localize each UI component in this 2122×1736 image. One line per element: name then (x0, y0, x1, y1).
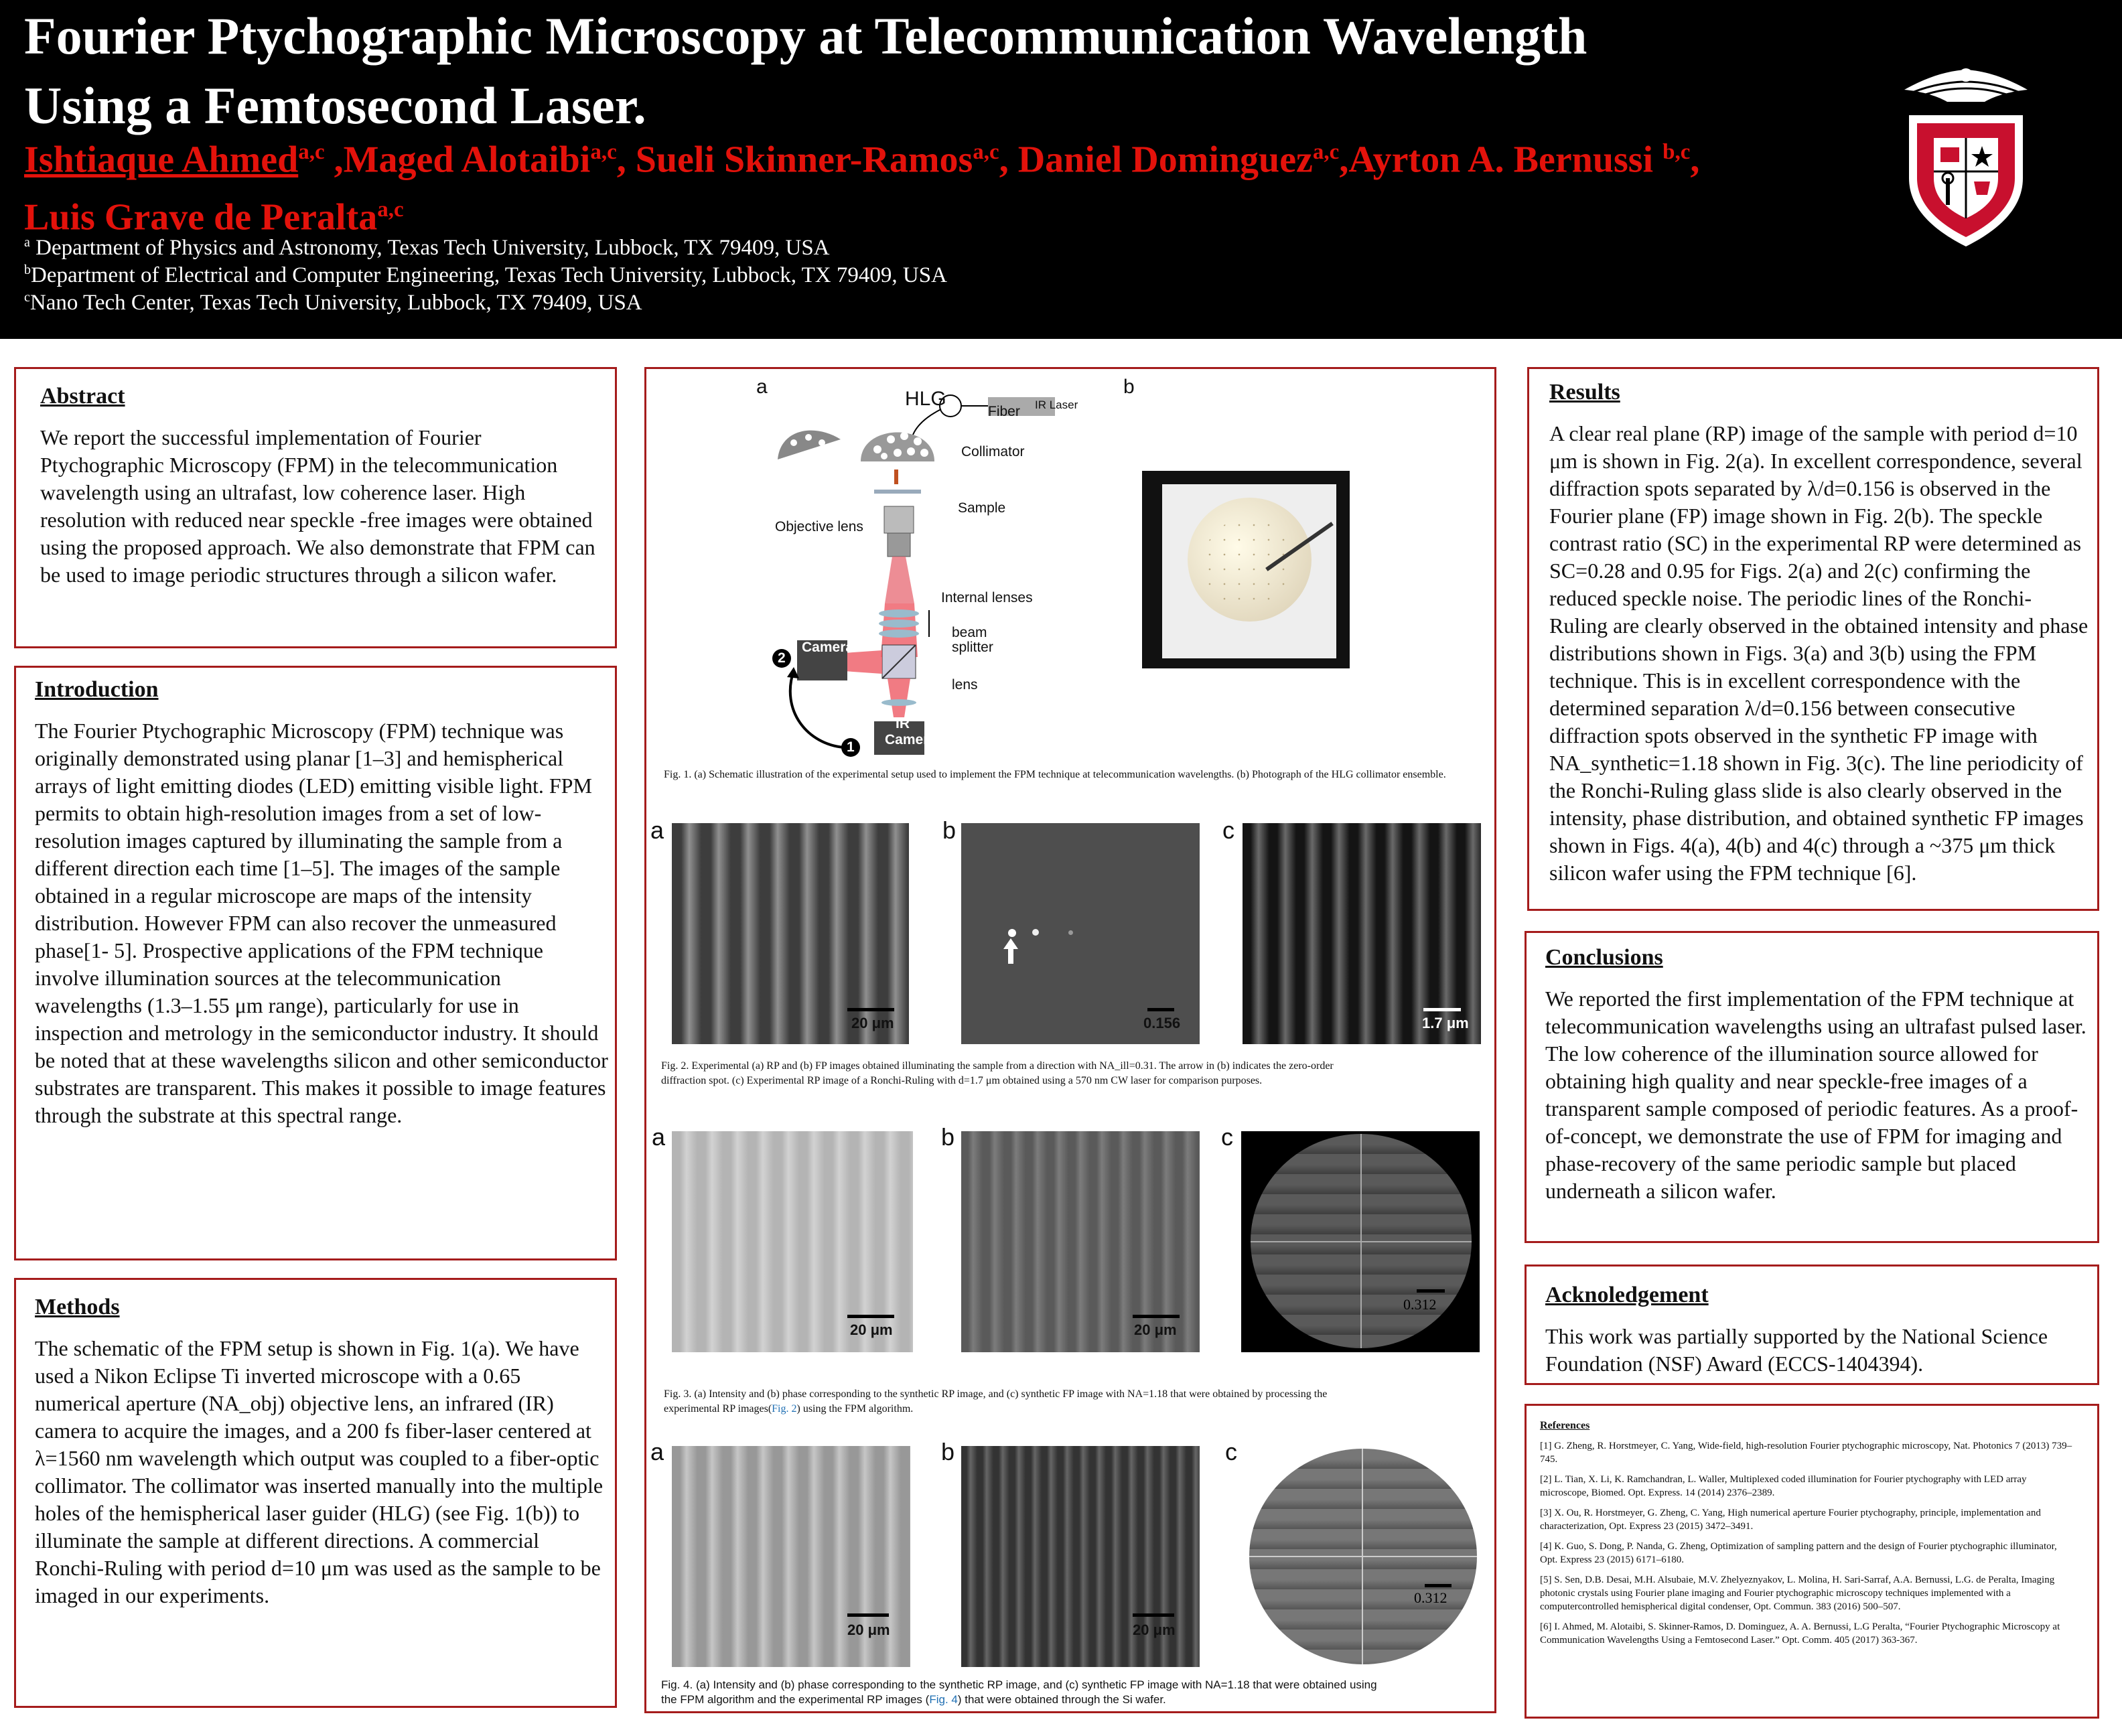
acknowledgement-section (1525, 1264, 2099, 1385)
author-sup: a,c (377, 197, 404, 222)
introduction-section (14, 666, 617, 1260)
fig1-label-camera: Camera (885, 732, 937, 747)
fig1-label-splitter: splitter (952, 640, 993, 655)
panel-label: c (1225, 1438, 1237, 1465)
reference-item: [1] G. Zheng, R. Horstmeyer, C. Yang, Wide-field, high-resolution Fourier ptychographic microscopy, Nat. Photonics 7 (2013) 739–745. (1540, 1441, 2072, 1465)
section-heading: Conclusions (1545, 945, 1663, 970)
fig3-caption: Fig. 3. (a) Intensity and (b) phase corresponding to the synthetic RP image, and (c) synthetic FP image with NA=1.18 that were obtained by processing the experimental RP images(Fig. 2) using the FPM algorithm. (664, 1388, 1328, 1415)
fig-link[interactable]: Fig. 4 (929, 1693, 958, 1706)
panel-label: c (1221, 1123, 1233, 1151)
affiliation: $^a$ Department of Physics and Astronomy, Texas Tech University, Lubbock, TX 79409, USA (24, 235, 830, 260)
fig1-label-ir: IR (812, 624, 827, 639)
abstract-text: We report the successful implementation of Fourier Ptychographic Microscopy (FPM) in the telecommunication wavelength using an ultrafast, low coherence laser. High resolution with reduced near speckle -free images were obtained using the proposed approach. We also demonstrate that FPM can be used to image periodic structures through a silicon wafer. (40, 425, 595, 587)
author-sup: b,c (1663, 140, 1691, 164)
author-name: ,Maged Alotaibi (324, 139, 591, 181)
fig-link[interactable]: Fig. 2 (772, 1403, 797, 1415)
affiliation: $^c$Nano Tech Center, Texas Tech University, Lubbock, TX 79409, USA (24, 290, 642, 315)
methods-section (14, 1278, 617, 1708)
fig2b-fp-image: 0.156 (961, 823, 1200, 1044)
fig4a-intensity-image: 20 μm (672, 1446, 910, 1667)
panel-label: b (1123, 376, 1135, 398)
results-section (1527, 367, 2099, 911)
panel-label: a (756, 376, 768, 398)
author-sup: a,c (298, 140, 325, 164)
fig1-schematic (767, 382, 1115, 757)
author-sup: a,c (973, 140, 999, 164)
affiliation: $^b$Department of Electrical and Computer Engineering, Texas Tech University, Lubbock, TX 79409, USA (24, 263, 947, 287)
author-list (24, 127, 1739, 242)
fig1-label-fiber: Fiber (988, 404, 1020, 419)
section-heading: Acknoledgement (1545, 1283, 1709, 1307)
abstract-section (14, 367, 617, 648)
fig1-label-beam: beam (952, 625, 987, 640)
author-sup: a,c (590, 140, 617, 164)
panel-label: a (652, 1123, 666, 1151)
poster-title: Fourier Ptychographic Microscopy at Telecommunication Wavelength Using a Femtosecond Laser. (24, 7, 1587, 135)
fig2a-rp-image: 20 μm (672, 823, 909, 1044)
figures-panel (644, 367, 1496, 1713)
section-heading: Abstract (40, 384, 125, 409)
author-name: , Sueli Skinner-Ramos (616, 139, 973, 181)
reference-item: [3] X. Ou, R. Horstmeyer, G. Zheng, C. Yang, High numerical aperture Fourier ptychography, principle, implementation and characterization, Opt. Express 23 (2015) 3472–3491. (1540, 1508, 2041, 1532)
fig1-caption: Fig. 1. (a) Schematic illustration of the experimental setup used to implement the FPM technique at telecommunication wavelengths. (b) Photograph of the HLG collimator ensemble. (664, 769, 1446, 780)
fig3b-phase-image: 20 μm (961, 1131, 1200, 1352)
fig4-caption: Fig. 4. (a) Intensity and (b) phase corresponding to the synthetic RP image, and (c) synthetic FP image with NA=1.18 that were obtained using the FPM algorithm and the experimental RP images (Fig. 4) that were obtained through the Si wafer. (661, 1678, 1377, 1706)
reference-item: [5] S. Sen, D.B. Desai, M.H. Alsubaie, M.V. Zhelyeznyakov, L. Molina, H. Sari-Sarraf, A.A. Bernussi, L.G. de Peralta, Imaging photonic crystals using Fourier plane imaging and Fourier ptychographic microscopy techniques implemented with a computercontrolled hemispherical digital condenser, Opt. Commun. 383 (2016) 500–507. (1540, 1575, 2055, 1612)
author-sup: a,c (1312, 140, 1340, 164)
panel-label: c (1222, 816, 1234, 844)
fig1-hlg-photo (1142, 471, 1350, 668)
section-heading: Introduction (35, 677, 159, 702)
fig1-label-internal-lenses: Internal lenses (941, 590, 1033, 605)
conclusions-section (1525, 931, 2099, 1243)
fig1-label-lens: lens (952, 677, 978, 693)
fig2-caption: Fig. 2. Experimental (a) RP and (b) FP images obtained illuminating the sample from a direction with NA_ill=0.31. The arrow in (b) indicates the zero-order diffraction spot. (c) Experimental RP image of a Ronchi-Ruling with d=1.7 μm obtained using a 570 nm CW laser for comparison purposes. (661, 1060, 1334, 1086)
panel-label: b (941, 1123, 955, 1151)
author-name: ,Ayrton A. Bernussi (1339, 139, 1663, 181)
panel-label: b (941, 1438, 955, 1465)
section-heading: References (1540, 1420, 1590, 1431)
conclusions-text: We reported the first implementation of the FPM technique at telecommunication wavelengths using an ultrafast pulsed laser. The low coherence of the illumination source allowed for obtaining high quality and near speckle-free images of a transparent sample composed of periodic features. As a proof-of-concept, we demonstrate the use of FPM for imaging and phase-recovery of the same periodic sample but placed underneath a silicon wafer. (1545, 987, 2086, 1203)
fig1-label-collimator: Collimator (961, 444, 1025, 459)
fig3c-fp-image: 0.312 (1241, 1131, 1480, 1352)
author-name: , Daniel Dominguez (999, 139, 1313, 181)
fig1-label-sample: Sample (958, 500, 1006, 516)
results-text: A clear real plane (RP) image of the sample with period d=10 μm is shown in Fig. 2(a). In excellent correspondence, several diffraction spots separated by λ/d=0.156 is observed in the Fourier plane (FP) image shown in Fig. 2(b). The speckle contrast ratio (SC) in the experimental RP were determined as SC=0.28 and 0.95 for Figs. 2(a) and 2(c) confirming the reduced speckle noise. The periodic lines of the Ronchi-Ruling are clearly observed in the obtained intensity and phase distributions shown in Figs. 3(a) and 3(b) using the FPM technique. This is in excellent correspondence with the determined separation λ/d=0.156 between consecutive diffraction spots observed in the synthetic FP image with NA_synthetic=1.18 shown in Fig. 3(c). The line periodicity of the Ronchi-Ruling glass slide is also clearly observed in the intensity, phase distribution, and obtained synthetic FP images shown in Figs. 4(a), 4(b) and 4(c) through a ~375 μm thick silicon wafer using the FPM technique [6]. (1549, 421, 2089, 885)
author-name: Ishtiaque Ahmed (24, 139, 299, 181)
author-name: , Luis Grave de Peralta (24, 139, 1700, 238)
reference-item: [4] K. Guo, S. Dong, P. Nanda, G. Zheng, Optimization of sampling pattern and the design of Fourier ptychographic illuminator, Opt. Express 23 (2015) 6171–6180. (1540, 1541, 2057, 1565)
panel-label: a (650, 816, 664, 844)
introduction-text: The Fourier Ptychographic Microscopy (FPM) technique was originally demonstrated using planar [1–3] and hemispherical arrays of light emitting diodes (LED) emitting visible light. FPM permits to obtain high-resolution images from a set of low-resolution images captured by illuminating the sample from a different direction each time [1–5]. The images of the sample obtained in a regular microscope are maps of the intensity distribution. However FPM can also recover the unmeasured phase[1- 5]. Prospective applications of the FPM technique involve illumination sources at the telecommunication wavelengths (1.3–1.55 μm range), particularly for use in inspection and metrology in the semiconductor industry. It should be noted that at these wavelengths silicon and other semiconductor substrates are transparent. This makes it possible to image features through the substrate at this spectral range. (35, 719, 608, 1127)
reference-item: [2] L. Tian, X. Li, K. Ramchandran, L. Waller, Multiplexed coded illumination for Fourier ptychography with LED array microscope, Biomed. Opt. Express. 14 (2014) 2376–2389. (1540, 1474, 2027, 1498)
fig1-number-icon: 1 (847, 739, 855, 755)
fig1-label-camera: Camera (802, 640, 854, 655)
fig1-number-icon: 2 (778, 650, 786, 666)
fig2c-rp-image: 1.7 μm (1243, 823, 1481, 1044)
panel-label: a (650, 1438, 664, 1465)
panel-label: b (942, 816, 957, 844)
section-heading: Results (1549, 380, 1620, 405)
reference-item: [6] I. Ahmed, M. Alotaibi, S. Skinner-Ramos, D. Dominguez, A. A. Bernussi, L.G Peralta, “Fourier Ptychographic Microscopy at Communication Wavelengths Using a Femtosecond Laser.” Opt. Comm. 405 (2017) 363-367. (1540, 1621, 2060, 1646)
fig1-label-objective: Objective lens (775, 519, 863, 534)
fig1-label-ir: IR (896, 716, 910, 731)
university-seal-icon (1899, 58, 2033, 252)
fig1-label-hlg: HLG (905, 388, 946, 410)
references-section (1525, 1404, 2099, 1719)
fig1-label-ir-laser: IR Laser (1035, 399, 1078, 411)
acknowledgement-text: This work was partially supported by the National Science Foundation (NSF) Award (ECCS-1404394). (1545, 1324, 2048, 1376)
fig4c-fp-image: 0.312 (1247, 1446, 1480, 1667)
poster-header (0, 0, 2122, 339)
fig4b-phase-image: 20 μm (961, 1446, 1200, 1667)
methods-text: The schematic of the FPM setup is shown in Fig. 1(a). We have used a Nikon Eclipse Ti inverted microscope with a 0.65 numerical aperture (NA_obj) objective lens, an infrared (IR) camera to acquire the images, and a 200 fs fiber-laser centered at λ=1560 nm wavelength which output was coupled to a fiber-optic collimator. The collimator was inserted manually into the multiple holes of the hemispherical laser guider (HLG) (see Fig. 1(b)) to illuminate the sample at different directions. A commercial Ronchi-Ruling with period d=10 μm was used as the sample to be imaged in our experiments. (35, 1336, 604, 1607)
fig3a-intensity-image: 20 μm (672, 1131, 913, 1352)
section-heading: Methods (35, 1295, 120, 1319)
